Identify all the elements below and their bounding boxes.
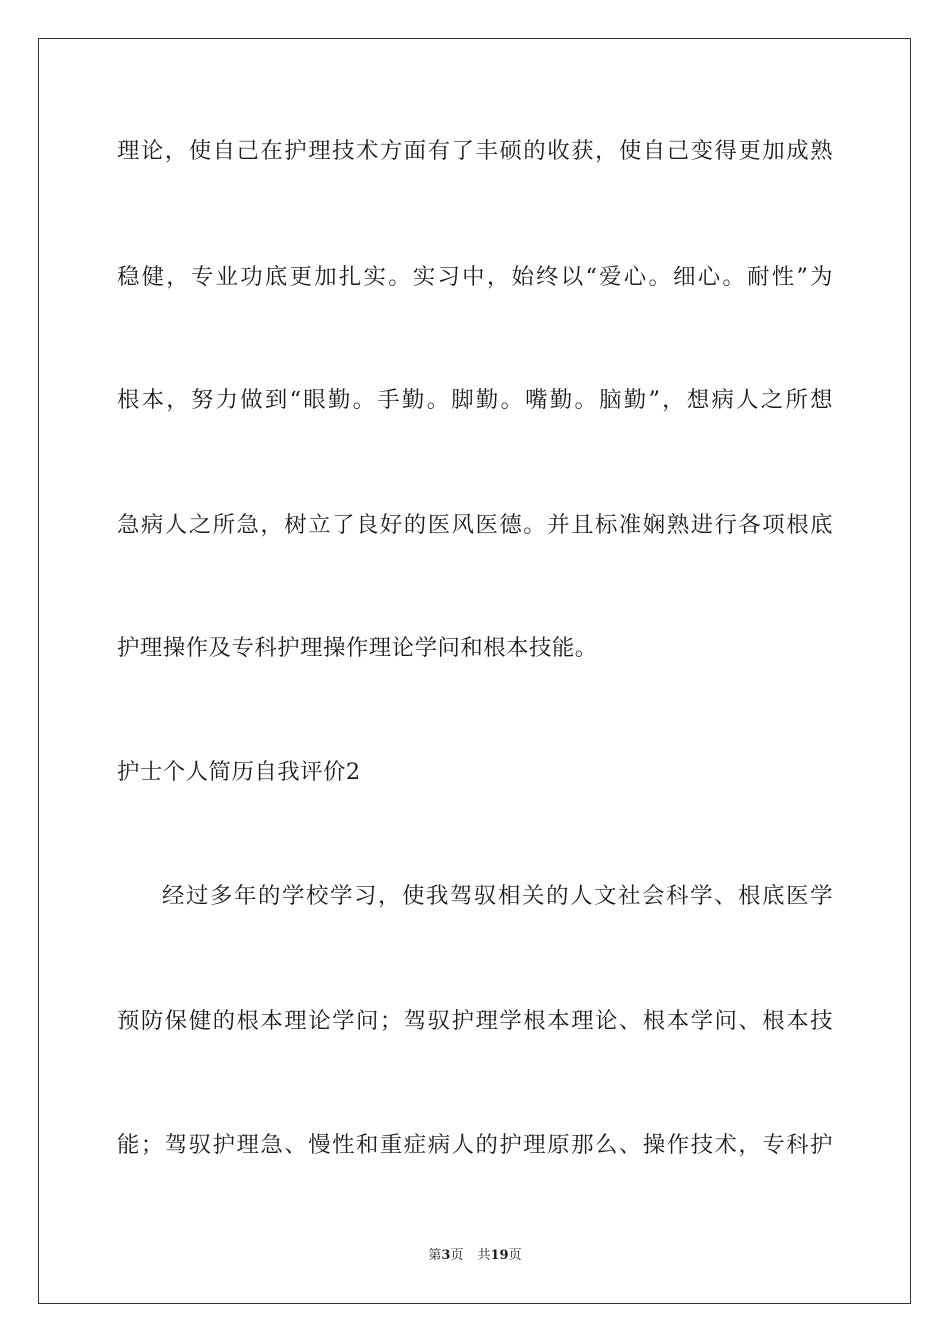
paragraph-2-line-3: 能；驾驭护理急、慢性和重症病人的护理原那么、操作技术，专科护 [117, 1132, 833, 1158]
section-heading: 护士个人简历自我评价2 [117, 759, 361, 785]
paragraph-1-line-1: 理论，使自己在护理技术方面有了丰硕的收获，使自己变得更加成熟 [117, 138, 833, 164]
page-footer [0, 1247, 950, 1265]
paragraph-1-line-2: 稳健，专业功底更加扎实。实习中，始终以“爱心。细心。耐性”为 [117, 264, 833, 290]
total-pages: 19 [490, 1248, 509, 1263]
paragraph-1-line-3: 根本，努力做到“眼勤。手勤。脚勤。嘴勤。脑勤”，想病人之所想 [117, 387, 833, 413]
total-prefix: 共 [477, 1248, 491, 1263]
paragraph-2-line-1: 经过多年的学校学习，使我驾驭相关的人文社会科学、根底医学 [162, 883, 833, 909]
paragraph-1-line-5: 护理操作及专科护理操作理论学问和根本技能。 [117, 635, 598, 661]
page-number: 3 [441, 1248, 451, 1263]
page-prefix: 第 [428, 1248, 442, 1263]
page-frame [38, 38, 911, 1304]
total-suffix: 页 [508, 1248, 522, 1263]
paragraph-1-line-4: 急病人之所急，树立了良好的医风医德。并且标准娴熟进行各项根底 [117, 512, 833, 538]
page-suffix: 页 [450, 1248, 464, 1263]
paragraph-2-line-2: 预防保健的根本理论学问；驾驭护理学根本理论、根本学问、根本技 [117, 1008, 833, 1034]
